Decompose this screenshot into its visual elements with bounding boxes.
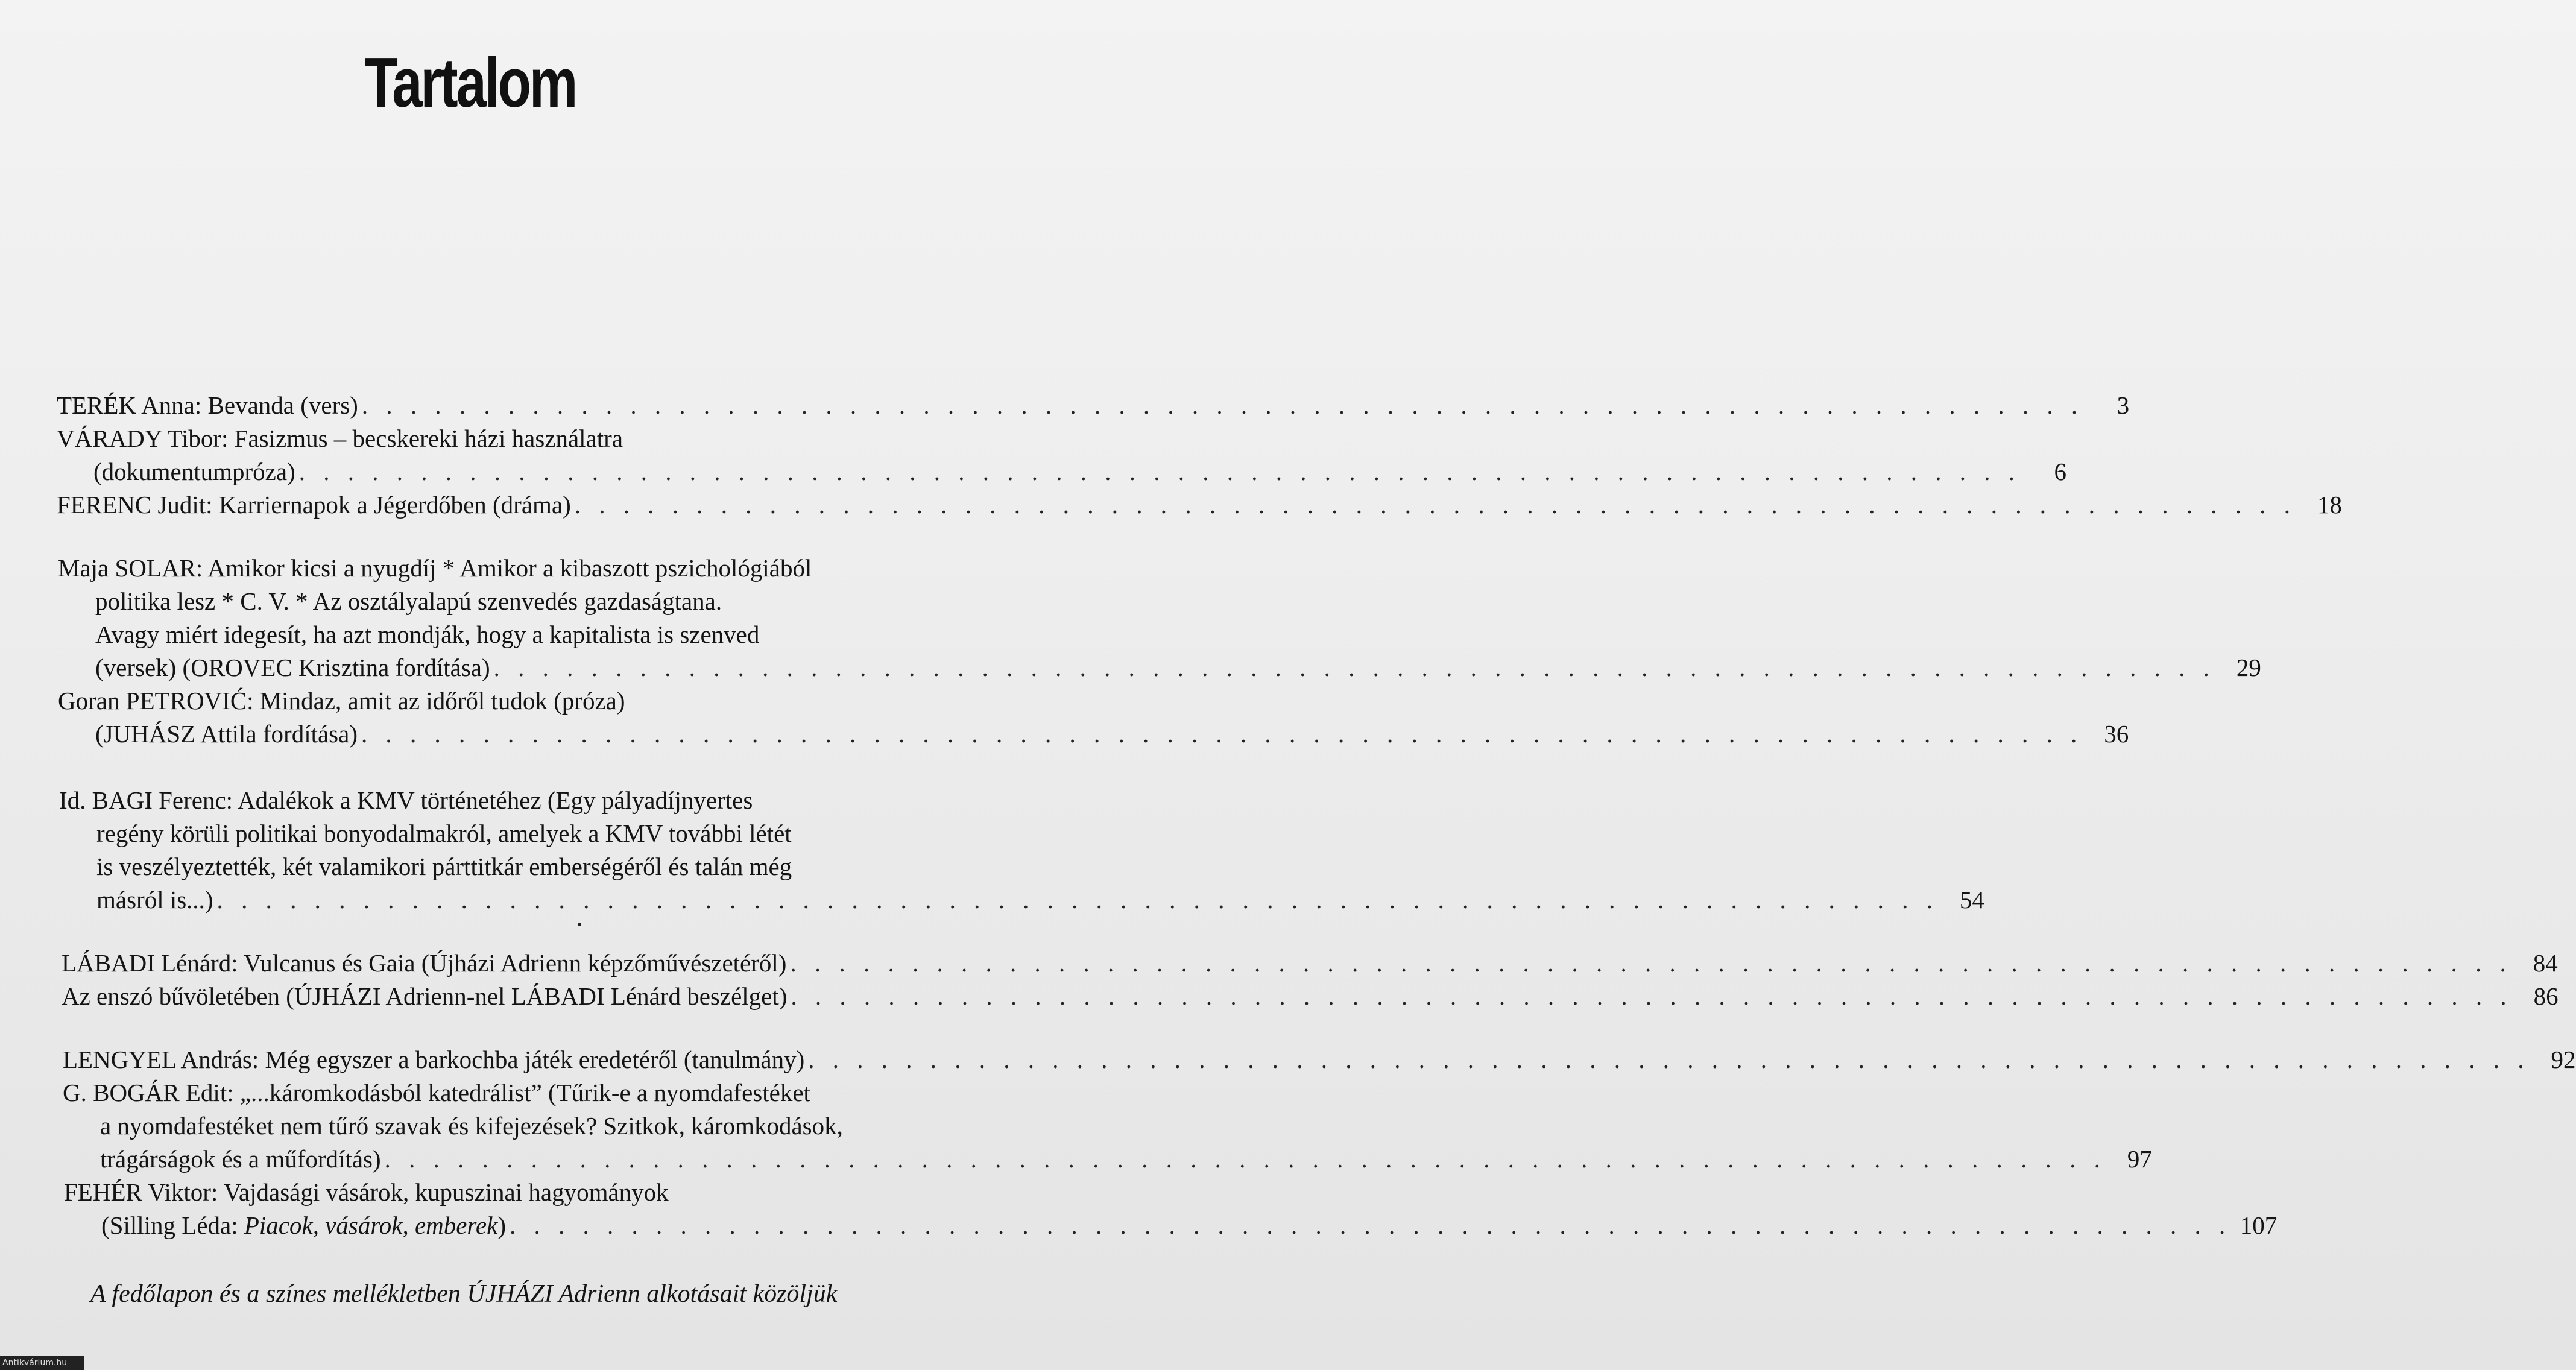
toc-line xyxy=(64,1176,894,1208)
toc-entry-title-continued: politika lesz * C. V. * Az osztályalapú szenvedés gazdaságtana. xyxy=(95,587,722,615)
toc-line xyxy=(95,718,2129,750)
dot-leader: . . . . . . . . . . . . . . . . . . . . . . . . . . . . . . . . . . . . . . . . . . . . . . . . . . . . . . . . . . . . . . . . . . . . . . . xyxy=(493,654,2215,681)
toc-line xyxy=(62,980,2559,1012)
toc-page-number: 3 xyxy=(2117,391,2130,419)
watermark: Antikvárium.hu xyxy=(0,1356,84,1370)
toc-line xyxy=(96,850,891,883)
toc-entry-title: FERENC Judit: Karriernapok a Jégerdőben (dráma) xyxy=(57,491,571,519)
cover-note: A fedőlapon és a színes mellékletben ÚJHÁZI Adrienn alkotásait közöljük xyxy=(90,1280,838,1308)
dot-leader: . . . . . . . . . . . . . . . . . . . . . . . . . . . . . . . . . . . . . . . . . . . . . . . . . . . . . . . . . . . . . . . . . . . . . . . xyxy=(808,1046,2530,1073)
toc-entry-title: G. BOGÁR Edit: „...káromkodásból katedrálist” (Tűrik-e a nyomdafestéket xyxy=(63,1079,810,1106)
toc-line xyxy=(93,455,2066,488)
toc-line xyxy=(100,1143,2152,1175)
toc-entry-title-continued: (versek) (OROVEC Krisztina fordítása) xyxy=(95,654,490,681)
toc-line xyxy=(95,618,890,651)
toc-line xyxy=(96,817,891,850)
dot-leader: . . . . . . . . . . . . . . . . . . . . . . . . . . . . . . . . . . . . . . . . . . . . . . . . . . . . . . . . . . . . . . . . . . . . . . . xyxy=(574,491,2297,519)
toc-page-number: 92 xyxy=(2551,1046,2576,1073)
toc-entry-title-continued: regény körüli politikai bonyodalmakról, amelyek a KMV további létét xyxy=(96,819,792,847)
page-title: Tartalom xyxy=(364,43,576,122)
toc-entry-title: Goran PETROVIĆ: Mindaz, amit az időről tudok (próza) xyxy=(58,687,625,715)
toc-page-number: 29 xyxy=(2236,654,2261,681)
toc-page-number: 54 xyxy=(1959,886,1984,914)
dot-leader: . . . . . . . . . . . . . . . . . . . . . . . . . . . . . . . . . . . . . . . . . . . . . . . . . . . . . . . . . . . . . . . . . . . . . . . xyxy=(791,982,2513,1010)
toc-entry-title-continued: (JUHÁSZ Attila fordítása) xyxy=(95,720,358,748)
dot-leader: . . . . . . . . . . . . . . . . . . . . . . . . . . . . . . . . . . . . . . . . . . . . . . . . . . . . . . . . . . . . . . . . . . . . . . . xyxy=(384,1145,2106,1173)
toc-entry-title-continued: is veszélyeztették, két valamikori párttitkár emberségéről és talán még xyxy=(96,853,792,880)
toc-entry-title: FEHÉR Viktor: Vajdasági vásárok, kupuszinai hagyományok xyxy=(64,1178,669,1206)
toc-page-number: 36 xyxy=(2104,720,2129,748)
toc-page-number: 18 xyxy=(2317,491,2343,519)
toc-entry-title-continued: Avagy miért idegesít, ha azt mondják, hogy a kapitalista is szenved xyxy=(95,620,760,648)
toc-entry-title-continued: trágárságok és a műfordítás) xyxy=(100,1145,381,1173)
toc-entry-title: Id. BAGI Ferenc: Adalékok a KMV történetéhez (Egy pályadíjnyertes xyxy=(59,786,753,814)
toc-entry-title-continued: (Silling Léda: Piacok, vásárok, emberek) xyxy=(101,1211,506,1239)
toc-line xyxy=(95,585,890,617)
dot-leader: . . . . . . . . . . . . . . . . . . . . . . . . . . . . . . . . . . . . . . . . . . . . . . . . . . . . . . . . . . . . . . . . . . . . . . . xyxy=(216,886,1939,914)
toc-page-number: 107 xyxy=(2240,1211,2278,1239)
toc-entry-title-continued: a nyomdafestéket nem tűrő szavak és kifejezések? Szitkok, káromkodások, xyxy=(100,1112,843,1140)
dot-leader: . . . . . . . . . . . . . . . . . . . . . . . . . . . . . . . . . . . . . . . . . . . . . . . . . . . . . . . . . . . . . . . . . . . . . . . xyxy=(361,720,2083,748)
toc-line xyxy=(101,1209,2278,1242)
toc-line xyxy=(95,651,2261,684)
toc-page-number: 97 xyxy=(2127,1145,2152,1173)
toc-page-number: 86 xyxy=(2533,982,2559,1010)
toc-line xyxy=(57,422,889,455)
toc-line xyxy=(59,784,891,816)
dot-leader: . . . . . . . . . . . . . . . . . . . . . . . . . . . . . . . . . . . . . . . . . . . . . . . . . . . . . . . . . . . . . . . . . . . . . . . xyxy=(509,1211,2232,1239)
dot-leader: . . . . . . . . . . . . . . . . . . . . . . . . . . . . . . . . . . . . . . . . . . . . . . . . . . . . . . . . . . . . . . . . . . . . . . . xyxy=(298,458,2021,485)
toc-line xyxy=(63,1076,892,1109)
toc-entry-title: LENGYEL András: Még egyszer a barkochba játék eredetéről (tanulmány) xyxy=(63,1046,805,1073)
toc-page-number: 6 xyxy=(2054,458,2066,485)
toc-page-number: 84 xyxy=(2533,949,2558,977)
book-title: Piacok, vásárok, emberek xyxy=(244,1211,498,1239)
toc-line xyxy=(63,1043,2576,1076)
dot-leader: . . . . . . . . . . . . . . . . . . . . . . . . . . . . . . . . . . . . . . . . . . . . . . . . . . . . . . . . . . . . . . . . . . . . . . . xyxy=(361,391,2084,419)
toc-entry-title: VÁRADY Tibor: Fasizmus – becskereki házi használatra xyxy=(57,425,623,452)
stray-dot xyxy=(578,923,581,926)
toc-line xyxy=(57,389,2130,421)
toc-entry-title-continued: másról is...) xyxy=(96,886,213,914)
toc-line xyxy=(58,552,890,584)
toc-line xyxy=(58,684,890,717)
toc-entry-title: Az enszó bűvöletében (ÚJHÁZI Adrienn-nel LÁBADI Lénárd beszélget) xyxy=(62,982,788,1010)
toc-line xyxy=(96,883,1984,916)
toc-entry-title-continued: (dokumentumpróza) xyxy=(93,458,295,485)
dot-leader: . . . . . . . . . . . . . . . . . . . . . . . . . . . . . . . . . . . . . . . . . . . . . . . . . . . . . . . . . . . . . . . . . . . . . . . xyxy=(790,949,2512,977)
toc-line xyxy=(100,1110,892,1142)
toc-entry-title: LÁBADI Lénárd: Vulcanus és Gaia (Újházi Adrienn képzőművészetéről) xyxy=(62,949,787,977)
toc-entry-title: Maja SOLAR: Amikor kicsi a nyugdíj * Amikor a kibaszott pszichológiából xyxy=(58,554,812,582)
toc-entry-title: TERÉK Anna: Bevanda (vers) xyxy=(57,391,358,419)
toc-line xyxy=(57,488,2343,521)
toc-line xyxy=(62,947,2558,979)
